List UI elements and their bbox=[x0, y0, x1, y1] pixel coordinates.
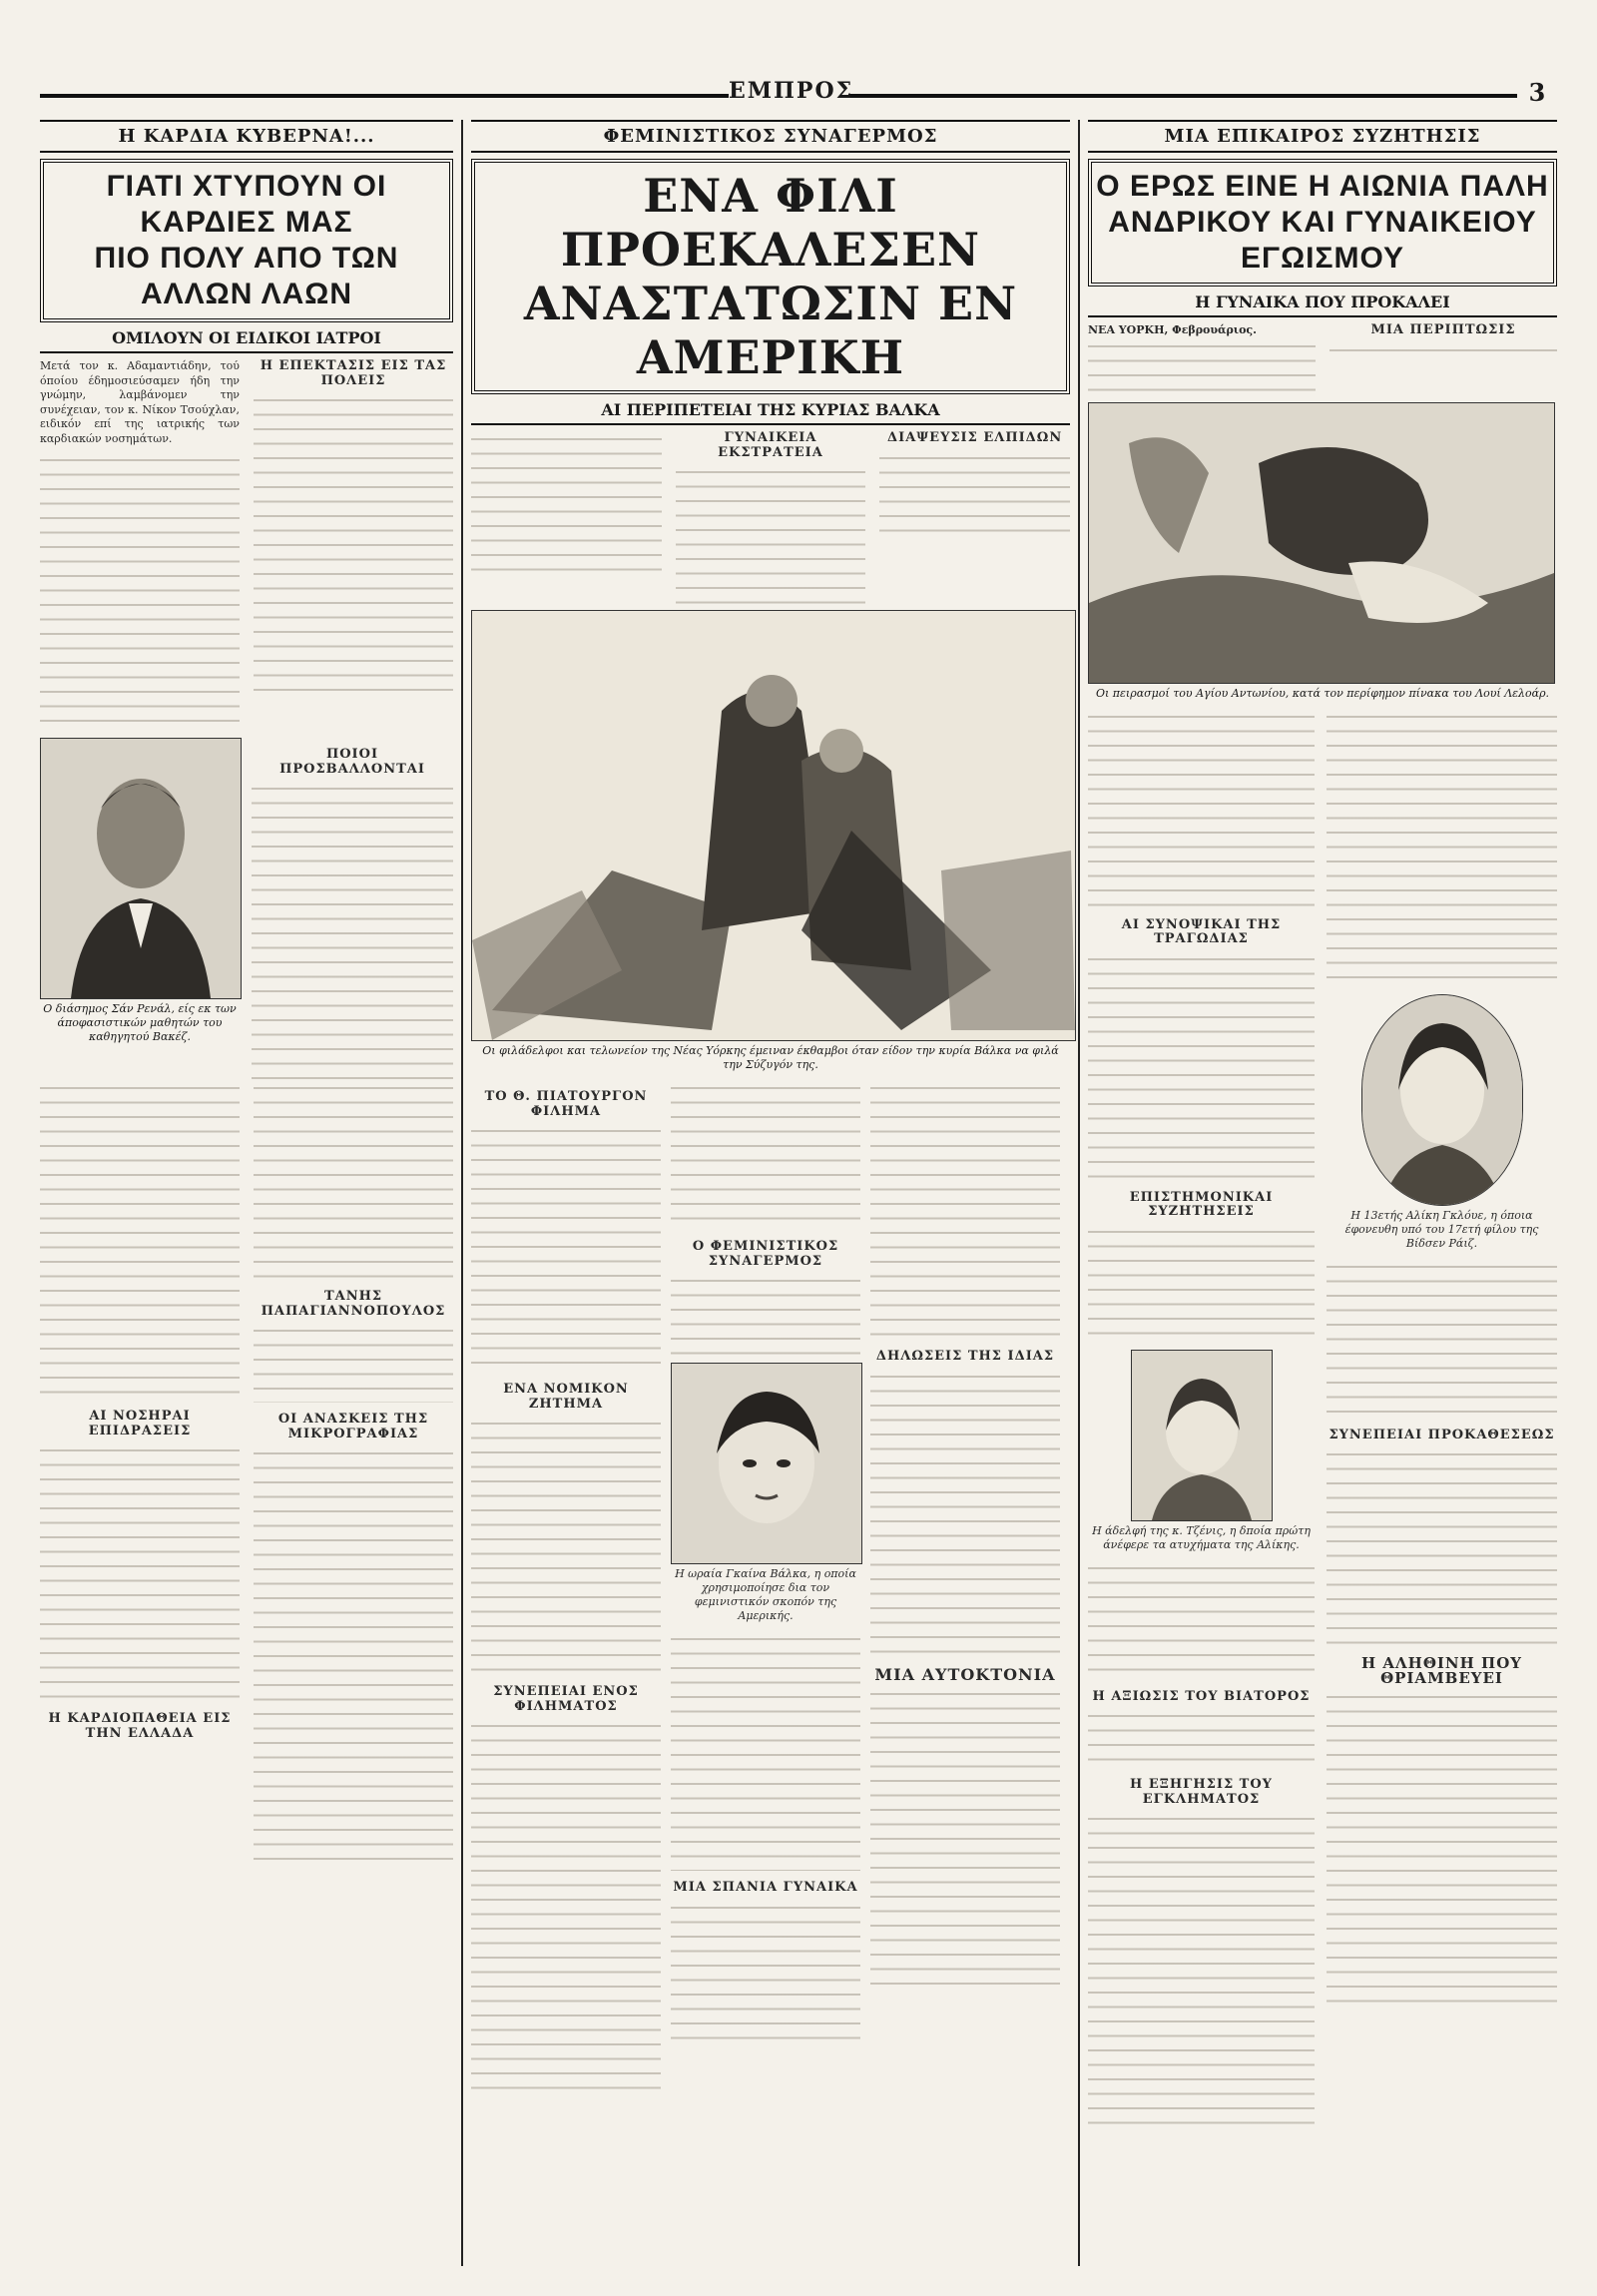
subhead-ekstrateia: ΓΥΝΑΙΚΕΙΑ ΕΚΣΤΡΑΤΕΙΑ bbox=[718, 430, 823, 460]
body-text-block bbox=[1088, 1224, 1315, 1344]
article-deck: Η ΓΥΝΑΙΚΑ ΠΟΥ ΠΡΟΚΑΛΕΙ bbox=[1088, 292, 1557, 317]
center-lower-col-3 bbox=[870, 1080, 1060, 2097]
man-portrait-image bbox=[41, 739, 241, 998]
subhead-peripotosis: ΜΙΑ ΠΕΡΙΠΤΩΣΙΣ bbox=[1370, 322, 1516, 337]
article-body-top bbox=[1088, 323, 1557, 398]
subhead-prokatheseos: ΣΥΝΕΠΕΙΑΙ ΠΡΟΚΑΘΕΣΕΩΣ bbox=[1329, 1427, 1555, 1442]
body-text-block bbox=[1088, 338, 1316, 398]
headline bbox=[1088, 159, 1557, 287]
article-heart-disease bbox=[40, 120, 453, 2266]
headline bbox=[40, 159, 453, 322]
girl-sister-photo bbox=[1131, 1350, 1273, 1521]
article-deck: ΑΙ ΠΕΡΙΠΕΤΕΙΑΙ ΤΗΣ ΚΥΡΙΑΣ ΒΑΛΚΑ bbox=[471, 400, 1070, 425]
body-text-block bbox=[879, 450, 1070, 540]
center-lower bbox=[471, 1080, 1070, 2097]
headline-line-1: ΓΙΑΤΙ ΧΤΥΠΟΥΝ ΟΙ ΚΑΡΔΙΕΣ ΜΑΣ bbox=[106, 170, 387, 239]
body-text-block bbox=[471, 1123, 661, 1373]
alice-portrait-image bbox=[1362, 995, 1522, 1205]
body-text-block bbox=[1088, 1560, 1315, 1680]
painting-photo bbox=[1088, 402, 1555, 684]
article-feminist-kiss bbox=[461, 120, 1080, 2266]
article-kicker: ΦΕΜΙΝΙΣΤΙΚΟΣ ΣΥΝΑΓΕΡΜΟΣ bbox=[471, 120, 1070, 153]
byline: ΤΑΝΗΣ ΠΑΠΑΓΙΑΝΝΟΠΟΥΛΟΣ bbox=[261, 1289, 446, 1319]
painting-caption: Οι πειρασμοί του Αγίου Αντωνίου, κατά τον περίφημον πίνακα του Λουί Λελοάρ. bbox=[1095, 686, 1550, 700]
sister-portrait-image bbox=[1132, 1351, 1272, 1520]
right-lower-col-2 bbox=[1327, 709, 1557, 2131]
portrait-block bbox=[40, 738, 240, 1080]
body-text-block bbox=[254, 392, 453, 692]
body-text-block bbox=[254, 1080, 453, 1280]
illustration-caption: Οι φιλάδελφοι και τελωνείον της Νέας Υόρκης έμειναν έκθαμβοι όταν είδον την κυρία Βάλκα να φιλά την Σύζυγόν της. bbox=[482, 1044, 1059, 1071]
kiss-scene-illustration bbox=[472, 611, 1075, 1040]
masthead bbox=[40, 78, 1557, 112]
body-text-block bbox=[676, 464, 866, 604]
dateline: ΝΕΑ ΥΟΡΚΗ, Φεβρουάριος. bbox=[1088, 323, 1257, 336]
body-text-block bbox=[870, 1080, 1060, 1340]
body-text-block bbox=[671, 1631, 860, 1871]
subhead-anaskeis: ΟΙ ΑΝΑΣΚΕΙΣ ΤΗΣ ΜΙΚΡΟΓΡΑΦΙΑΣ bbox=[277, 1412, 429, 1441]
center-lower-col-1 bbox=[471, 1080, 661, 2097]
portrait-caption: Ο διάσημος Σάν Ρενάλ, είς εκ των άποφασιστικών μαθητών του καθηγητού Βακέζ. bbox=[43, 1002, 237, 1043]
headline-line-2: ΑΝΑΣΤΑΤΩΣΙΝ ΕΝ ΑΜΕΡΙΚΗ bbox=[523, 277, 1018, 384]
subhead-diapsefsis: ΔΙΑΨΕΥΣΙΣ ΕΛΠΙΔΩΝ bbox=[887, 430, 1063, 445]
sister-caption: Η άδελφή της κ. Τζένις, η δποία πρώτη άνέφερε τα ατυχήματα της Αλίκης. bbox=[1092, 1523, 1311, 1551]
subhead-synagermos: Ο ΦΕΜΙΝΙΣΤΙΚΟΣ ΣΥΝΑΓΕΡΜΟΣ bbox=[692, 1239, 839, 1269]
headline-line-2: ΠΙΟ ΠΟΛΥ ΑΠΟ ΤΩΝ ΑΛΛΩΝ ΛΑΩΝ bbox=[94, 242, 399, 310]
subhead-exigisis: Η ΕΞΗΓΗΣΙΣ ΤΟΥ ΕΓΚΛΗΜΑΤΟΣ bbox=[1130, 1777, 1273, 1807]
body-text-block bbox=[40, 1442, 240, 1702]
subhead-spania: ΜΙΑ ΣΠΑΝΙΑ ΓΥΝΑΙΚΑ bbox=[673, 1880, 858, 1895]
body-text-block bbox=[40, 1080, 240, 1400]
alice-caption: Η 13ετής Αλίκη Γκλόυε, η όποια έφονευθη υπό του 17ετή φίλου της Βίδσεν Ράιζ. bbox=[1344, 1208, 1539, 1250]
article-kicker: ΜΙΑ ΕΠΙΚΑΙΡΟΣ ΣΥΖΗΤΗΣΙΣ bbox=[1088, 120, 1557, 153]
subhead-tragodia: ΑΙ ΣΥΝΟΨΙΚΑΙ ΤΗΣ ΤΡΑΓΩΔΙΑΣ bbox=[1121, 916, 1282, 946]
subhead-autoktonia: ΜΙΑ ΑΥΤΟΚΤΟΝΙΑ bbox=[874, 1664, 1056, 1684]
woman-portrait-image bbox=[672, 1364, 861, 1563]
center-lower-col-2 bbox=[671, 1080, 860, 2097]
body-text-block bbox=[870, 1686, 1060, 1986]
body-text-block bbox=[1088, 709, 1315, 908]
article-deck: ΟΜΙΛΟΥΝ ΟΙ ΕΙΔΙΚΟΙ ΙΑΤΡΟΙ bbox=[40, 328, 453, 353]
headline-line-2: ΑΝΔΡΙΚΟΥ ΚΑΙ ΓΥΝΑΙΚΕΙΟΥ ΕΓΩΙΣΜΟΥ bbox=[1108, 206, 1537, 275]
subhead-epistimonikai: ΕΠΙΣΤΗΜΟΝΙΚΑΙ ΣΥΖΗΤΗΣΕΙΣ bbox=[1129, 1189, 1274, 1219]
right-lower-col-1 bbox=[1088, 709, 1315, 2131]
body-text-block bbox=[471, 1416, 661, 1675]
intro-paragraph: Μετά τον κ. Αδαμαντιάδην, τού όποίου έδημοσιεύσαμεν ήδη την γνώμην, λαμβάνομεν την συνέχειαν, τον κ. Νίκον Τσούχλαν, ειδικόν επί της ιατρικής των καρδιακών νοσημάτων. bbox=[40, 359, 240, 445]
portrait-row bbox=[40, 738, 453, 1080]
woman-portrait-caption: Η ωραία Γκαίνα Βάλκα, η οποία χρησιμοποίησε δια τον φεμινιστικόν σκοπόν της Αμερικής. bbox=[675, 1567, 856, 1622]
body-text-block bbox=[671, 1080, 860, 1230]
body-text-block bbox=[1330, 342, 1557, 362]
subhead-axiosis: Η ΑΞΙΩΣΙΣ ΤΟΥ ΒΙΑΤΟΡΟΣ bbox=[1092, 1688, 1311, 1704]
body-text-block bbox=[1327, 1689, 1557, 2009]
body-text-block bbox=[471, 431, 662, 571]
body-text-block bbox=[671, 1900, 860, 2039]
body-text-block bbox=[471, 1718, 661, 2097]
article-kicker: Η ΚΑΡΔΙΑ ΚΥΒΕΡΝΑ!... bbox=[40, 120, 453, 153]
subhead-thaumatourgon: ΤΟ Θ. ΠΙΑΤΟΥΡΓΟΝ ΦΙΛΗΜΑ bbox=[484, 1089, 648, 1119]
subhead-poioi: ΠΟΙΟΙ ΠΡΟΣΒΑΛΛΟΝΤΑΙ bbox=[279, 747, 425, 777]
page-number: 3 bbox=[1517, 78, 1557, 107]
body-text-block bbox=[252, 781, 453, 1080]
body-text-block bbox=[1088, 951, 1315, 1181]
alice-portrait-photo bbox=[1361, 994, 1523, 1206]
body-text-block bbox=[1088, 1811, 1315, 2130]
headline-line-1: ΕΝΑ ΦΙΛΙ ΠΡΟΕΚΑΛΕΣΕΝ bbox=[560, 169, 981, 277]
subhead-kardiopatheia: Η ΚΑΡΔΙΟΠΑΘΕΙΑ ΕΙΣ ΤΗΝ ΕΛΛΑΔΑ bbox=[48, 1711, 232, 1741]
subhead-nosirai: ΑΙ ΝΟΣΗΡΑΙ ΕΠΙΔΡΑΣΕΙΣ bbox=[88, 1409, 192, 1438]
subhead-nomikon: ΕΝΑ ΝΟΜΙΚΟΝ ΖΗΤΗΜΑ bbox=[503, 1382, 629, 1412]
article-body bbox=[40, 359, 453, 732]
right-lower bbox=[1088, 709, 1557, 2131]
body-text-block bbox=[671, 1273, 860, 1363]
body-text-block bbox=[254, 1445, 453, 1865]
body-text-block bbox=[1327, 709, 1557, 988]
article-body-continued bbox=[40, 1080, 453, 1865]
headline bbox=[471, 159, 1070, 394]
subhead-thriamvevei: Η ΑΛΗΘΙΝΗ ΠΟΥ ΘΡΙΑΜΒΕΥΕΙ bbox=[1361, 1654, 1522, 1687]
painting-image bbox=[1089, 403, 1554, 683]
newspaper-name: ΕΜΠΡΟΣ bbox=[729, 78, 854, 104]
side-body bbox=[252, 738, 453, 1080]
body-text-block bbox=[1327, 1259, 1557, 1419]
body-text-block bbox=[40, 452, 240, 732]
customs-illustration bbox=[471, 610, 1076, 1041]
subhead-diloseis: ΔΗΛΩΣΕΙΣ ΤΗΣ ΙΔΙΑΣ bbox=[875, 1349, 1055, 1364]
body-text-block bbox=[870, 1369, 1060, 1658]
article-body-top bbox=[471, 431, 1070, 604]
portrait-photo bbox=[40, 738, 242, 999]
subhead-synepeiai: ΣΥΝΕΠΕΙΑΙ ΕΝΟΣ ΦΙΛΗΜΑΤΟΣ bbox=[493, 1684, 639, 1714]
article-eros bbox=[1088, 120, 1557, 2266]
body-text-block bbox=[1327, 1446, 1557, 1646]
headline-line-1: Ο ΕΡΩΣ ΕΙΝΕ Η ΑΙΩΝΙΑ ΠΑΛΗ bbox=[1096, 170, 1549, 203]
subhead-epektasis: Η ΕΠΕΚΤΑΣΙΣ ΕΙΣ ΤΑΣ ΠΟΛΕΙΣ bbox=[260, 358, 447, 388]
woman-portrait-photo bbox=[671, 1363, 862, 1564]
body-text-block bbox=[1088, 1708, 1315, 1768]
body-text-block bbox=[254, 1323, 453, 1403]
